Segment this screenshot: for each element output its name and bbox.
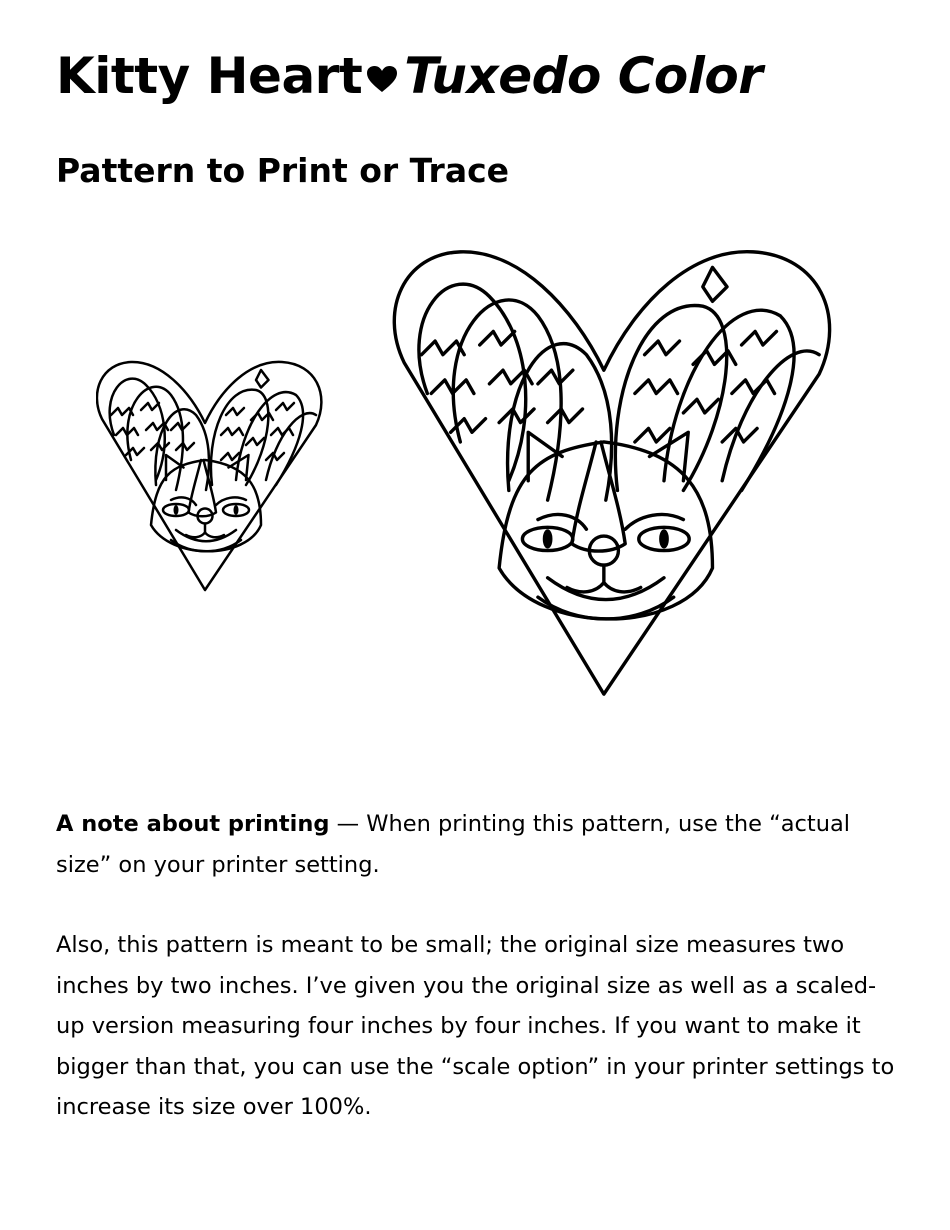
pattern-size-paragraph: Also, this pattern is meant to be small; the original size measures two inches by two inches. I’ve given you the original size as well as a scaled-up version measuring four inches by four inches. If you want to make it bigger than that, you can use the “scale option” in your printer settings to increase its size over 100%. bbox=[56, 932, 895, 1120]
title-text-tuxedo-color: Tuxedo Color bbox=[404, 47, 763, 105]
page-subtitle: Pattern to Print or Trace bbox=[56, 151, 510, 190]
title-text-kitty-heart: Kitty Heart bbox=[56, 47, 363, 105]
page-title bbox=[56, 44, 762, 112]
kitty-heart-small-pattern bbox=[96, 360, 326, 592]
printing-note-text: — When printing this pattern, use the “actual size” on your printer setting. bbox=[56, 811, 851, 878]
printing-note-lead: A note about printing bbox=[56, 811, 330, 837]
heart-icon bbox=[366, 44, 398, 108]
kitty-heart-large-pattern bbox=[388, 248, 843, 698]
printing-note-paragraph bbox=[56, 804, 896, 885]
